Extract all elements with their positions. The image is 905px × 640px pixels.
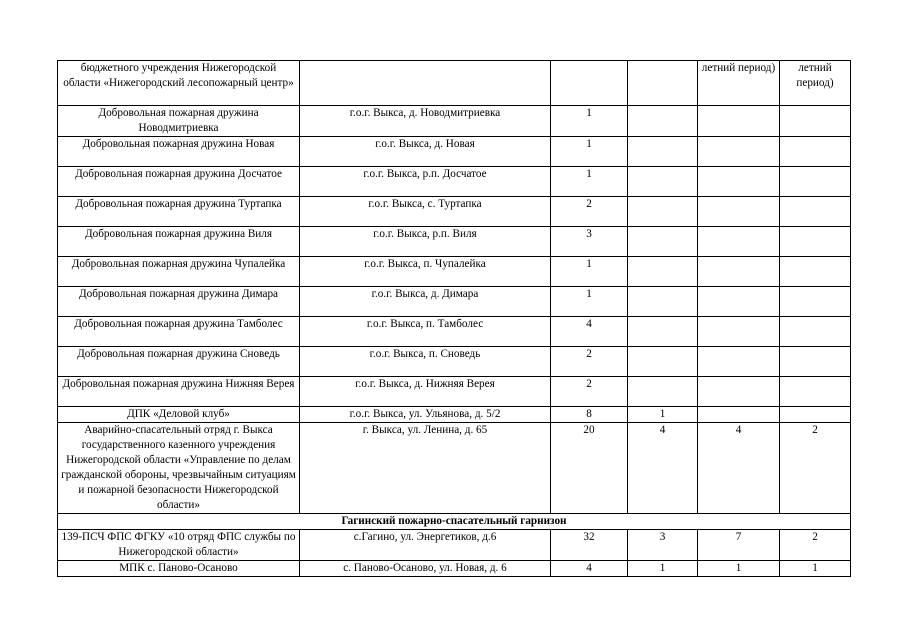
count-cell bbox=[628, 317, 698, 347]
address-cell: г.о.г. Выкса, д. Димара bbox=[300, 287, 551, 317]
address-cell: г.о.г. Выкса, ул. Ульянова, д. 5/2 bbox=[300, 407, 551, 423]
unit-name-cell: Аварийно-спасательный отряд г. Выкса государственного казенного учреждения Нижегородской области «Управление по делам гражданской обороны, чрезвычайным ситуациям и пожарной безопасности Нижегородской области» bbox=[58, 423, 300, 514]
garrison-header-row bbox=[58, 514, 851, 530]
unit-name-cell: ДПК «Деловой клуб» bbox=[58, 407, 300, 423]
unit-name-cell: МПК с. Паново-Осаново bbox=[58, 561, 300, 577]
table-row bbox=[58, 197, 851, 227]
count-cell: 4 bbox=[698, 423, 780, 514]
count-cell bbox=[628, 227, 698, 257]
count-cell bbox=[780, 317, 851, 347]
address-cell: г.о.г. Выкса, р.п. Досчатое bbox=[300, 167, 551, 197]
count-cell bbox=[698, 377, 780, 407]
address-cell: г.о.г. Выкса, д. Нижняя Верея bbox=[300, 377, 551, 407]
address-cell: с.Гагино, ул. Энергетиков, д.6 bbox=[300, 530, 551, 561]
count-cell bbox=[780, 137, 851, 167]
count-cell bbox=[628, 137, 698, 167]
unit-name-cell: Добровольная пожарная дружина Виля bbox=[58, 227, 300, 257]
table-row bbox=[58, 561, 851, 577]
unit-name-cell: Добровольная пожарная дружина Чупалейка bbox=[58, 257, 300, 287]
count-cell: 1 bbox=[551, 137, 628, 167]
table-row bbox=[58, 347, 851, 377]
count-cell: 2 bbox=[780, 530, 851, 561]
address-cell: г.о.г. Выкса, п. Тамболес bbox=[300, 317, 551, 347]
count-cell: 2 bbox=[551, 377, 628, 407]
count-cell: 1 bbox=[551, 167, 628, 197]
count-cell: 3 bbox=[551, 227, 628, 257]
count-cell bbox=[628, 106, 698, 137]
unit-name-cell: Добровольная пожарная дружина Сноведь bbox=[58, 347, 300, 377]
address-cell: с. Паново-Осаново, ул. Новая, д. 6 bbox=[300, 561, 551, 577]
count-cell bbox=[780, 227, 851, 257]
address-cell: г.о.г. Выкса, п. Сноведь bbox=[300, 347, 551, 377]
count-cell bbox=[628, 167, 698, 197]
address-cell: г.о.г. Выкса, п. Чупалейка bbox=[300, 257, 551, 287]
table-row-continued bbox=[58, 61, 851, 106]
address-cell: г.о.г. Выкса, с. Туртапка bbox=[300, 197, 551, 227]
count-cell: 4 bbox=[551, 317, 628, 347]
unit-name-cell: Добровольная пожарная дружина Димара bbox=[58, 287, 300, 317]
count-cell: 7 bbox=[698, 530, 780, 561]
count-cell bbox=[698, 347, 780, 377]
table-row bbox=[58, 137, 851, 167]
count-cell bbox=[628, 257, 698, 287]
count-cell: 1 bbox=[551, 287, 628, 317]
count-cell: 2 bbox=[551, 197, 628, 227]
table-row bbox=[58, 423, 851, 514]
table-row bbox=[58, 287, 851, 317]
count-cell bbox=[698, 287, 780, 317]
table-row bbox=[58, 377, 851, 407]
count-cell bbox=[698, 167, 780, 197]
count-cell bbox=[780, 167, 851, 197]
count-cell bbox=[780, 197, 851, 227]
unit-name-cell: Добровольная пожарная дружина Новая bbox=[58, 137, 300, 167]
address-cell: г. Выкса, ул. Ленина, д. 65 bbox=[300, 423, 551, 514]
count-cell bbox=[628, 197, 698, 227]
count-cell: 1 bbox=[551, 257, 628, 287]
garrison-title: Гагинский пожарно-спасательный гарнизон bbox=[58, 514, 851, 530]
count-cell: 2 bbox=[551, 347, 628, 377]
count-cell bbox=[628, 287, 698, 317]
table-row bbox=[58, 227, 851, 257]
table-row bbox=[58, 407, 851, 423]
table-row bbox=[58, 106, 851, 137]
table-row bbox=[58, 530, 851, 561]
count-cell: летний период) bbox=[780, 61, 851, 106]
table-row bbox=[58, 257, 851, 287]
count-cell bbox=[628, 347, 698, 377]
count-cell bbox=[780, 257, 851, 287]
count-cell bbox=[551, 61, 628, 106]
count-cell bbox=[780, 287, 851, 317]
unit-name-cell: Добровольная пожарная дружина Нижняя Верея bbox=[58, 377, 300, 407]
unit-name-cell: Добровольная пожарная дружина Туртапка bbox=[58, 197, 300, 227]
unit-name-cell: Добровольная пожарная дружина Досчатое bbox=[58, 167, 300, 197]
address-cell bbox=[300, 61, 551, 106]
count-cell: летний период) bbox=[698, 61, 780, 106]
count-cell bbox=[780, 106, 851, 137]
count-cell bbox=[698, 317, 780, 347]
unit-name-cell: бюджетного учреждения Нижегородской области «Нижегородский лесопожарный центр» bbox=[58, 61, 300, 106]
count-cell bbox=[628, 61, 698, 106]
count-cell: 4 bbox=[628, 423, 698, 514]
table-row bbox=[58, 317, 851, 347]
count-cell: 1 bbox=[551, 106, 628, 137]
count-cell: 3 bbox=[628, 530, 698, 561]
count-cell bbox=[698, 106, 780, 137]
count-cell bbox=[698, 407, 780, 423]
count-cell: 32 bbox=[551, 530, 628, 561]
count-cell bbox=[698, 137, 780, 167]
count-cell: 4 bbox=[551, 561, 628, 577]
count-cell bbox=[780, 377, 851, 407]
units-table bbox=[57, 60, 851, 577]
address-cell: г.о.г. Выкса, д. Новая bbox=[300, 137, 551, 167]
count-cell bbox=[628, 377, 698, 407]
unit-name-cell: Добровольная пожарная дружина Новодмитриевка bbox=[58, 106, 300, 137]
count-cell: 1 bbox=[628, 407, 698, 423]
count-cell: 1 bbox=[780, 561, 851, 577]
table-row bbox=[58, 167, 851, 197]
count-cell: 20 bbox=[551, 423, 628, 514]
count-cell: 1 bbox=[628, 561, 698, 577]
unit-name-cell: Добровольная пожарная дружина Тамболес bbox=[58, 317, 300, 347]
count-cell bbox=[780, 407, 851, 423]
address-cell: г.о.г. Выкса, р.п. Виля bbox=[300, 227, 551, 257]
count-cell bbox=[780, 347, 851, 377]
count-cell bbox=[698, 197, 780, 227]
address-cell: г.о.г. Выкса, д. Новодмитриевка bbox=[300, 106, 551, 137]
count-cell bbox=[698, 257, 780, 287]
count-cell: 8 bbox=[551, 407, 628, 423]
unit-name-cell: 139-ПСЧ ФПС ФГКУ «10 отряд ФПС службы по Нижегородской области» bbox=[58, 530, 300, 561]
count-cell: 1 bbox=[698, 561, 780, 577]
count-cell bbox=[698, 227, 780, 257]
count-cell: 2 bbox=[780, 423, 851, 514]
